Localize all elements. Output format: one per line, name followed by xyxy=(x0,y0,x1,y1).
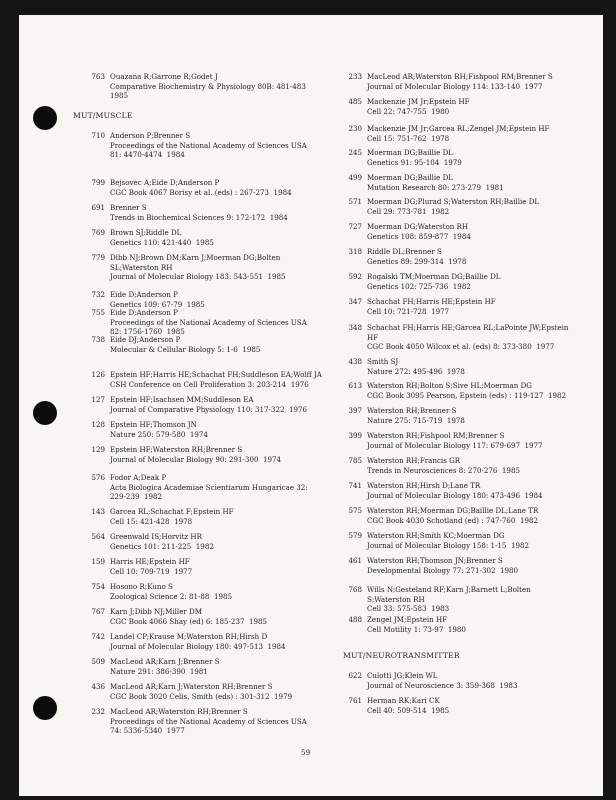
reference-entry xyxy=(91,335,261,354)
reference-number: 159 xyxy=(91,557,105,566)
binder-hole-top xyxy=(33,106,57,130)
reference-entry xyxy=(91,131,307,160)
reference-authors: Rogalski TM;Moerman DG;Baillie DL xyxy=(367,272,501,281)
reference-authors: Waterston RH;Bolton S;Sive HL;Moerman DG xyxy=(367,381,532,390)
reference-number: 769 xyxy=(91,228,105,237)
reference-entry xyxy=(91,228,214,247)
reference-authors: Smith SJ xyxy=(367,357,399,366)
reference-entry xyxy=(348,585,531,614)
reference-citation: Genetics 102: 725-736 1982 xyxy=(367,281,471,291)
reference-number: 622 xyxy=(348,671,362,680)
reference-number: 592 xyxy=(348,272,362,281)
reference-number: 691 xyxy=(91,203,105,212)
reference-authors: Schachat FH;Harris HE;Epstein HF xyxy=(367,297,496,306)
reference-authors: Landel CP;Krause M;Waterston RH;Hirsh D xyxy=(110,632,268,641)
reference-authors: Wills N;Gesteland RF;Karn J;Barnett L;Bolten xyxy=(367,585,531,594)
reference-citation: Journal of Comparative Physiology 110: 317-322 1976 xyxy=(110,404,308,414)
reference-number: 143 xyxy=(91,507,105,516)
reference-authors: MacLeod AR;Waterston RH;Fishpool RM;Brenner S xyxy=(367,72,553,81)
reference-citation: Developmental Biology 77: 271-302 1980 xyxy=(367,565,519,575)
reference-citation: Genetics 109: 67-79 1985 xyxy=(110,299,205,309)
reference-citation: Genetics 91: 95-104 1979 xyxy=(367,157,462,167)
reference-authors: Waterston RH;Smith KC;Moerman DG xyxy=(367,531,505,540)
reference-number: 799 xyxy=(91,178,105,187)
reference-authors: Brown SJ;Riddle DL xyxy=(110,228,182,237)
reference-entry xyxy=(91,420,208,439)
reference-citation: Cell 33: 575-583 1983 xyxy=(367,604,450,614)
reference-entry xyxy=(91,473,308,502)
reference-citation: Proceedings of the National Academy of Sciences USA xyxy=(110,716,307,726)
reference-entry xyxy=(91,370,322,389)
reference-citation: Genetics 108: 859-877 1984 xyxy=(367,231,471,241)
reference-citation: Cell 29: 773-781 1982 xyxy=(367,206,450,216)
reference-citation: Molecular & Cellular Biology 5: 1-6 1985 xyxy=(110,344,261,354)
reference-number: 768 xyxy=(348,585,362,594)
reference-authors: Mackenzie JM Jr;Garcea RL;Zengel JM;Epstein HF xyxy=(367,124,550,133)
reference-citation: Journal of Molecular Biology 183: 543-551 1985 xyxy=(110,272,286,282)
reference-citation: 1985 xyxy=(110,91,129,101)
reference-number: 127 xyxy=(91,395,105,404)
reference-authors: Moerman DG;Baillie DL xyxy=(367,173,454,182)
reference-number: 245 xyxy=(348,148,362,157)
reference-citation: Proceedings of the National Academy of Sciences USA xyxy=(110,140,307,150)
reference-authors: Hosono R;Kuno S xyxy=(110,582,173,591)
reference-authors: Waterston RH;Moerman DG;Baillie DL;Lane TR xyxy=(367,506,539,515)
reference-citation: CSH Conference on Cell Proliferation 3: 203-214 1976 xyxy=(110,379,309,389)
reference-entry xyxy=(348,247,467,266)
reference-entry xyxy=(348,406,465,425)
reference-citation: Zoological Science 2: 81-88 1985 xyxy=(110,591,233,601)
reference-number: 579 xyxy=(348,531,362,540)
reference-citation: Journal of Molecular Biology 180: 473-496 1984 xyxy=(367,490,543,500)
reference-entry xyxy=(91,557,193,576)
reference-authors: Karn J;Dibb NJ;Miller DM xyxy=(110,607,203,616)
reference-authors: Mackenzie JM Jr;Epstein HF xyxy=(367,97,470,106)
reference-entry xyxy=(348,431,543,450)
reference-citation: Cell 15: 751-762 1978 xyxy=(367,133,450,143)
reference-entry xyxy=(91,507,234,526)
reference-citation: Genetics 110: 421-440 1985 xyxy=(110,237,214,247)
reference-citation: Journal of Molecular Biology 90: 291-300 1974 xyxy=(110,454,282,464)
reference-entry xyxy=(91,203,288,222)
reference-citation: Mutation Research 80: 273-279 1981 xyxy=(367,182,504,192)
reference-number: 727 xyxy=(348,222,362,231)
reference-citation: Nature 291: 386-390 1981 xyxy=(110,666,208,676)
reference-authors: Zengel JM;Epstein HF xyxy=(367,615,448,624)
reference-citation: S;Waterston RH xyxy=(367,594,425,604)
reference-number: 755 xyxy=(91,308,105,317)
reference-citation: Cell Motility 1: 73-97 1980 xyxy=(367,624,466,634)
reference-number: 738 xyxy=(91,335,105,344)
reference-authors: Riddle DL;Brenner S xyxy=(367,247,442,256)
reference-citation: HF xyxy=(367,332,379,342)
reference-number: 348 xyxy=(348,323,362,332)
reference-entry xyxy=(348,323,569,352)
reference-authors: Moerman DG;Plurad S;Waterston RH;Baillie DL xyxy=(367,197,540,206)
reference-number: 742 xyxy=(91,632,105,641)
reference-number: 232 xyxy=(91,707,105,716)
reference-entry xyxy=(348,506,539,525)
reference-number: 741 xyxy=(348,481,362,490)
reference-citation: Journal of Molecular Biology 158: 1-15 1982 xyxy=(367,540,530,550)
reference-number: 461 xyxy=(348,556,362,565)
reference-authors: MacLeod AR;Karn J;Waterston RH;Brenner S xyxy=(110,682,273,691)
reference-authors: Schachat FH;Harris HE;Garcea RL;LaPointe JW;Epstein xyxy=(367,323,569,332)
reference-number: 128 xyxy=(91,420,105,429)
reference-entry xyxy=(91,532,214,551)
reference-number: 761 xyxy=(348,696,362,705)
reference-citation: Nature 250: 579-580 1974 xyxy=(110,429,208,439)
reference-entry xyxy=(348,148,462,167)
reference-citation: Proceedings of the National Academy of Sciences USA xyxy=(110,317,307,327)
reference-entry xyxy=(91,445,282,464)
reference-citation: Trends in Biochemical Sciences 9: 172-172 1984 xyxy=(110,212,288,222)
reference-entry xyxy=(348,456,520,475)
reference-number: 233 xyxy=(348,72,362,81)
reference-citation: Journal of Neuroscience 3: 359-368 1983 xyxy=(367,680,518,690)
reference-citation: CGC Book 4050 Wilcox et al. (eds) 8: 373-380 1977 xyxy=(367,342,555,352)
reference-entry xyxy=(348,481,543,500)
reference-authors: Culotti JG;Klein WL xyxy=(367,671,438,680)
reference-citation: SL;Waterston RH xyxy=(110,262,173,272)
reference-number: 754 xyxy=(91,582,105,591)
reference-citation: CGC Book 4066 Shay (ed) 6: 185-237 1985 xyxy=(110,616,268,626)
reference-number: 571 xyxy=(348,197,362,206)
reference-citation: Cell 10: 721-728 1977 xyxy=(367,306,450,316)
reference-entry xyxy=(91,290,205,309)
reference-citation: Trends in Neurosciences 8: 270-276 1985 xyxy=(367,465,520,475)
reference-entry xyxy=(91,253,286,282)
reference-citation: 229-239 1982 xyxy=(110,492,163,502)
reference-authors: Brenner S xyxy=(110,203,147,212)
reference-number: 763 xyxy=(91,72,105,81)
reference-entry xyxy=(91,707,307,736)
reference-citation: Cell 10: 709-719 1977 xyxy=(110,566,193,576)
reference-citation: 74: 5336-5340 1977 xyxy=(110,726,185,736)
reference-number: 230 xyxy=(348,124,362,133)
reference-authors: Dibb NJ;Brown DM;Karn J;Moerman DG;Bolten xyxy=(110,253,281,262)
reference-entry xyxy=(91,657,220,676)
reference-authors: Bejsovec A;Eide D;Anderson P xyxy=(110,178,220,187)
reference-authors: Greenwald IS;Horvitz HR xyxy=(110,532,202,541)
reference-authors: Epstein HF;Isachsen MM;Suddleson EA xyxy=(110,395,254,404)
reference-citation: Genetics 89: 299-314 1978 xyxy=(367,256,467,266)
reference-entry xyxy=(348,222,471,241)
reference-citation: 81: 4470-4474 1984 xyxy=(110,150,185,160)
reference-authors: Eide DJ;Anderson P xyxy=(110,335,181,344)
reference-entry xyxy=(91,395,308,414)
reference-authors: Garcea RL;Schachat F;Epstein HF xyxy=(110,507,234,516)
reference-number: 499 xyxy=(348,173,362,182)
reference-citation: Nature 275: 715-719 1978 xyxy=(367,415,465,425)
binder-hole-bottom xyxy=(33,696,57,720)
reference-authors: Moerman DG;Baillie DL xyxy=(367,148,454,157)
reference-entry xyxy=(348,381,567,400)
reference-number: 438 xyxy=(348,357,362,366)
reference-number: 126 xyxy=(91,370,105,379)
reference-entry xyxy=(348,357,465,376)
reference-authors: MacLeod AR;Waterston RH;Brenner S xyxy=(110,707,248,716)
reference-authors: Waterston RH;Brenner S xyxy=(367,406,457,415)
reference-number: 318 xyxy=(348,247,362,256)
reference-entry xyxy=(91,308,307,337)
reference-citation: CGC Book 4067 Borisy et al. (eds) : 267-273 1984 xyxy=(110,187,292,197)
reference-citation: Acta Biologica Academiae Scientiarum Hungaricae 32: xyxy=(110,482,308,492)
reference-number: 129 xyxy=(91,445,105,454)
reference-number: 399 xyxy=(348,431,362,440)
document-page xyxy=(19,15,603,796)
reference-entry xyxy=(348,197,540,216)
reference-entry xyxy=(348,124,550,143)
reference-number: 613 xyxy=(348,381,362,390)
reference-citation: 82: 1756-1760 1985 xyxy=(110,327,185,337)
reference-authors: Waterston RH;Francis GR xyxy=(367,456,461,465)
reference-number: 509 xyxy=(91,657,105,666)
reference-authors: Eide D;Anderson P xyxy=(110,308,178,317)
reference-entry xyxy=(348,696,450,715)
reference-number: 488 xyxy=(348,615,362,624)
reference-entry xyxy=(348,531,530,550)
reference-number: 785 xyxy=(348,456,362,465)
reference-number: 710 xyxy=(91,131,105,140)
reference-entry xyxy=(348,173,504,192)
reference-entry xyxy=(91,582,233,601)
reference-entry xyxy=(348,72,553,91)
reference-entry xyxy=(348,671,518,690)
reference-entry xyxy=(91,607,268,626)
reference-entry xyxy=(91,632,286,651)
reference-number: 576 xyxy=(91,473,105,482)
reference-entry xyxy=(91,72,306,101)
reference-citation: Nature 272: 495-496 1978 xyxy=(367,366,465,376)
reference-citation: CGC Book 3020 Celis, Smith (eds) : 301-312 1979 xyxy=(110,691,293,701)
reference-authors: Waterston RH;Fishpool RM;Brenner S xyxy=(367,431,505,440)
reference-entry xyxy=(348,272,501,291)
reference-citation: Comparative Biochemistry & Physiology 80B: 481-483 xyxy=(110,81,306,91)
reference-number: 767 xyxy=(91,607,105,616)
reference-citation: CGC Book 4030 Schotland (ed) : 747-760 1982 xyxy=(367,515,538,525)
reference-authors: Moerman DG;Waterston RH xyxy=(367,222,469,231)
reference-authors: Anderson P;Brenner S xyxy=(110,131,191,140)
reference-number: 397 xyxy=(348,406,362,415)
reference-citation: CGC Book 3095 Pearson, Epstein (eds) : 119-127 1982 xyxy=(367,390,567,400)
reference-citation: Genetics 101: 211-225 1982 xyxy=(110,541,214,551)
reference-citation: Cell 40: 509-514 1985 xyxy=(367,705,450,715)
reference-number: 575 xyxy=(348,506,362,515)
reference-authors: Eide D;Anderson P xyxy=(110,290,178,299)
reference-entry xyxy=(348,556,519,575)
reference-authors: Herman RK;Kari CK xyxy=(367,696,440,705)
binder-hole-middle xyxy=(33,401,57,425)
section-title-muscle: MUT/MUSCLE xyxy=(73,111,133,120)
reference-authors: Epstein HF;Waterston RH;Brenner S xyxy=(110,445,243,454)
reference-entry xyxy=(348,97,470,116)
reference-authors: Ouazana R;Garrone R;Godet J xyxy=(110,72,218,81)
reference-entry xyxy=(91,178,292,197)
reference-authors: Fodor A;Deak P xyxy=(110,473,167,482)
reference-citation: Journal of Molecular Biology 114: 133-140 1977 xyxy=(367,81,543,91)
reference-authors: Waterston RH;Thomson JN;Brenner S xyxy=(367,556,503,565)
reference-citation: Journal of Molecular Biology 180: 497-513 1984 xyxy=(110,641,286,651)
reference-citation: Cell 15: 421-428 1978 xyxy=(110,516,193,526)
reference-authors: MacLeod AR;Karn J;Brenner S xyxy=(110,657,220,666)
reference-entry xyxy=(91,682,293,701)
reference-authors: Epstein HF;Thomson JN xyxy=(110,420,197,429)
reference-citation: Cell 22: 747-755 1980 xyxy=(367,106,450,116)
reference-authors: Epstein HF;Harris HE;Schachat FH;Suddleson EA;Wolff JA xyxy=(110,370,322,379)
reference-number: 779 xyxy=(91,253,105,262)
reference-authors: Harris HE;Epstein HF xyxy=(110,557,190,566)
reference-number: 436 xyxy=(91,682,105,691)
reference-authors: Waterston RH;Hirsh D;Lane TR xyxy=(367,481,481,490)
reference-entry xyxy=(348,297,496,316)
reference-number: 347 xyxy=(348,297,362,306)
reference-citation: Journal of Molecular Biology 117: 679-697 1977 xyxy=(367,440,543,450)
reference-number: 564 xyxy=(91,532,105,541)
reference-entry xyxy=(348,615,466,634)
section-title-neurotransmitter: MUT/NEUROTRANSMITTER xyxy=(343,651,460,660)
reference-number: 485 xyxy=(348,97,362,106)
reference-number: 732 xyxy=(91,290,105,299)
page-number: 59 xyxy=(301,748,311,757)
